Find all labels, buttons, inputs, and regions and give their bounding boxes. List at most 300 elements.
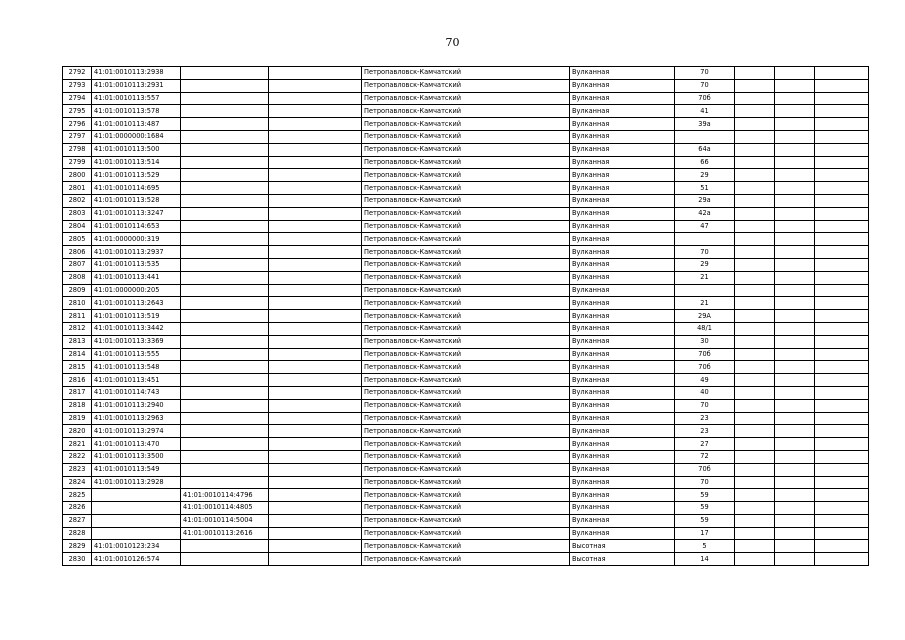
street-cell: Вулканная bbox=[570, 527, 675, 540]
house-number-cell: 59 bbox=[675, 514, 735, 527]
cadastral-number-cell: 41:01:0010113:470 bbox=[92, 438, 181, 451]
house-number-cell: 72 bbox=[675, 450, 735, 463]
table-row bbox=[63, 527, 869, 540]
street-cell: Вулканная bbox=[570, 450, 675, 463]
cadastral-number-alt-cell bbox=[181, 438, 269, 451]
empty-column-b-cell bbox=[775, 399, 815, 412]
empty-column-c-cell bbox=[815, 386, 869, 399]
empty-column-c-cell bbox=[815, 118, 869, 131]
empty-column-c-cell bbox=[815, 540, 869, 553]
cadastral-number-cell: 41:01:0000000:1684 bbox=[92, 130, 181, 143]
table-row bbox=[63, 233, 869, 246]
extra-column-cell bbox=[269, 233, 362, 246]
empty-column-c-cell bbox=[815, 194, 869, 207]
cadastral-number-cell: 41:01:0000000:205 bbox=[92, 284, 181, 297]
row-number-cell: 2794 bbox=[63, 92, 92, 105]
table-row bbox=[63, 425, 869, 438]
row-number-cell: 2799 bbox=[63, 156, 92, 169]
row-number-cell: 2801 bbox=[63, 182, 92, 195]
empty-column-a-cell bbox=[735, 143, 775, 156]
house-number-cell: 29а bbox=[675, 194, 735, 207]
empty-column-a-cell bbox=[735, 502, 775, 515]
empty-column-b-cell bbox=[775, 143, 815, 156]
street-cell: Вулканная bbox=[570, 476, 675, 489]
empty-column-c-cell bbox=[815, 220, 869, 233]
cadastral-number-cell: 41:01:0010113:3442 bbox=[92, 322, 181, 335]
street-cell: Вулканная bbox=[570, 348, 675, 361]
cadastral-number-alt-cell bbox=[181, 207, 269, 220]
empty-column-c-cell bbox=[815, 335, 869, 348]
empty-column-b-cell bbox=[775, 489, 815, 502]
table-row bbox=[63, 514, 869, 527]
house-number-cell: 23 bbox=[675, 425, 735, 438]
cadastral-number-alt-cell bbox=[181, 79, 269, 92]
empty-column-a-cell bbox=[735, 463, 775, 476]
table-row bbox=[63, 476, 869, 489]
city-cell: Петропавловск-Камчатский bbox=[362, 322, 570, 335]
house-number-cell: 59 bbox=[675, 489, 735, 502]
cadastral-number-cell: 41:01:0010114:743 bbox=[92, 386, 181, 399]
row-number-cell: 2823 bbox=[63, 463, 92, 476]
cadastral-number-alt-cell bbox=[181, 322, 269, 335]
row-number-cell: 2806 bbox=[63, 246, 92, 259]
city-cell: Петропавловск-Камчатский bbox=[362, 527, 570, 540]
empty-column-a-cell bbox=[735, 399, 775, 412]
empty-column-a-cell bbox=[735, 207, 775, 220]
cadastral-number-alt-cell bbox=[181, 476, 269, 489]
cadastral-number-cell: 41:01:0010113:487 bbox=[92, 118, 181, 131]
street-cell: Вулканная bbox=[570, 386, 675, 399]
cadastral-number-alt-cell bbox=[181, 220, 269, 233]
row-number-cell: 2821 bbox=[63, 438, 92, 451]
street-cell: Вулканная bbox=[570, 67, 675, 80]
cadastral-number-cell bbox=[92, 489, 181, 502]
city-cell: Петропавловск-Камчатский bbox=[362, 105, 570, 118]
empty-column-a-cell bbox=[735, 425, 775, 438]
empty-column-c-cell bbox=[815, 105, 869, 118]
street-cell: Вулканная bbox=[570, 374, 675, 387]
house-number-cell: 70б bbox=[675, 92, 735, 105]
empty-column-c-cell bbox=[815, 258, 869, 271]
table-row bbox=[63, 143, 869, 156]
cadastral-number-cell bbox=[92, 527, 181, 540]
city-cell: Петропавловск-Камчатский bbox=[362, 194, 570, 207]
extra-column-cell bbox=[269, 220, 362, 233]
table-row bbox=[63, 130, 869, 143]
empty-column-a-cell bbox=[735, 156, 775, 169]
city-cell: Петропавловск-Камчатский bbox=[362, 399, 570, 412]
city-cell: Петропавловск-Камчатский bbox=[362, 207, 570, 220]
city-cell: Петропавловск-Камчатский bbox=[362, 284, 570, 297]
table-row bbox=[63, 169, 869, 182]
street-cell: Вулканная bbox=[570, 399, 675, 412]
row-number-cell: 2827 bbox=[63, 514, 92, 527]
cadastral-number-alt-cell bbox=[181, 105, 269, 118]
empty-column-a-cell bbox=[735, 514, 775, 527]
empty-column-c-cell bbox=[815, 412, 869, 425]
city-cell: Петропавловск-Камчатский bbox=[362, 553, 570, 566]
extra-column-cell bbox=[269, 374, 362, 387]
extra-column-cell bbox=[269, 463, 362, 476]
extra-column-cell bbox=[269, 67, 362, 80]
street-cell: Вулканная bbox=[570, 92, 675, 105]
city-cell: Петропавловск-Камчатский bbox=[362, 348, 570, 361]
row-number-cell: 2809 bbox=[63, 284, 92, 297]
empty-column-a-cell bbox=[735, 540, 775, 553]
empty-column-b-cell bbox=[775, 246, 815, 259]
street-cell: Вулканная bbox=[570, 143, 675, 156]
city-cell: Петропавловск-Камчатский bbox=[362, 310, 570, 323]
empty-column-c-cell bbox=[815, 489, 869, 502]
empty-column-b-cell bbox=[775, 412, 815, 425]
empty-column-c-cell bbox=[815, 169, 869, 182]
city-cell: Петропавловск-Камчатский bbox=[362, 425, 570, 438]
row-number-cell: 2810 bbox=[63, 297, 92, 310]
empty-column-a-cell bbox=[735, 348, 775, 361]
extra-column-cell bbox=[269, 207, 362, 220]
empty-column-b-cell bbox=[775, 425, 815, 438]
row-number-cell: 2816 bbox=[63, 374, 92, 387]
extra-column-cell bbox=[269, 502, 362, 515]
row-number-cell: 2812 bbox=[63, 322, 92, 335]
street-cell: Вулканная bbox=[570, 271, 675, 284]
empty-column-b-cell bbox=[775, 92, 815, 105]
table-row bbox=[63, 540, 869, 553]
empty-column-c-cell bbox=[815, 450, 869, 463]
extra-column-cell bbox=[269, 182, 362, 195]
row-number-cell: 2792 bbox=[63, 67, 92, 80]
street-cell: Вулканная bbox=[570, 489, 675, 502]
cadastral-number-alt-cell bbox=[181, 233, 269, 246]
city-cell: Петропавловск-Камчатский bbox=[362, 386, 570, 399]
table-row bbox=[63, 310, 869, 323]
empty-column-b-cell bbox=[775, 438, 815, 451]
empty-column-c-cell bbox=[815, 374, 869, 387]
empty-column-c-cell bbox=[815, 156, 869, 169]
empty-column-b-cell bbox=[775, 207, 815, 220]
cadastral-number-cell: 41:01:0010113:557 bbox=[92, 92, 181, 105]
row-number-cell: 2795 bbox=[63, 105, 92, 118]
row-number-cell: 2796 bbox=[63, 118, 92, 131]
cadastral-number-cell: 41:01:0010113:500 bbox=[92, 143, 181, 156]
cadastral-number-cell: 41:01:0010113:441 bbox=[92, 271, 181, 284]
cadastral-number-alt-cell bbox=[181, 246, 269, 259]
house-number-cell bbox=[675, 284, 735, 297]
empty-column-b-cell bbox=[775, 271, 815, 284]
street-cell: Вулканная bbox=[570, 335, 675, 348]
empty-column-a-cell bbox=[735, 79, 775, 92]
city-cell: Петропавловск-Камчатский bbox=[362, 258, 570, 271]
empty-column-c-cell bbox=[815, 79, 869, 92]
house-number-cell: 70 bbox=[675, 399, 735, 412]
house-number-cell: 29 bbox=[675, 169, 735, 182]
cadastral-number-cell: 41:01:0010113:451 bbox=[92, 374, 181, 387]
table-row bbox=[63, 156, 869, 169]
cadastral-number-cell: 41:01:0010126:574 bbox=[92, 553, 181, 566]
city-cell: Петропавловск-Камчатский bbox=[362, 169, 570, 182]
city-cell: Петропавловск-Камчатский bbox=[362, 92, 570, 105]
empty-column-c-cell bbox=[815, 553, 869, 566]
empty-column-c-cell bbox=[815, 246, 869, 259]
extra-column-cell bbox=[269, 118, 362, 131]
extra-column-cell bbox=[269, 194, 362, 207]
empty-column-b-cell bbox=[775, 130, 815, 143]
empty-column-a-cell bbox=[735, 450, 775, 463]
cadastral-number-alt-cell bbox=[181, 271, 269, 284]
street-cell: Вулканная bbox=[570, 220, 675, 233]
empty-column-a-cell bbox=[735, 233, 775, 246]
cadastral-number-cell: 41:01:0010113:2928 bbox=[92, 476, 181, 489]
extra-column-cell bbox=[269, 335, 362, 348]
house-number-cell: 27 bbox=[675, 438, 735, 451]
row-number-cell: 2805 bbox=[63, 233, 92, 246]
street-cell: Вулканная bbox=[570, 425, 675, 438]
empty-column-a-cell bbox=[735, 361, 775, 374]
empty-column-b-cell bbox=[775, 386, 815, 399]
street-cell: Вулканная bbox=[570, 130, 675, 143]
row-number-cell: 2825 bbox=[63, 489, 92, 502]
empty-column-b-cell bbox=[775, 361, 815, 374]
empty-column-b-cell bbox=[775, 220, 815, 233]
empty-column-a-cell bbox=[735, 182, 775, 195]
cadastral-number-alt-cell bbox=[181, 130, 269, 143]
table-row bbox=[63, 67, 869, 80]
table-row bbox=[63, 374, 869, 387]
cadastral-number-alt-cell bbox=[181, 553, 269, 566]
row-number-cell: 2793 bbox=[63, 79, 92, 92]
extra-column-cell bbox=[269, 143, 362, 156]
row-number-cell: 2818 bbox=[63, 399, 92, 412]
cadastral-number-alt-cell bbox=[181, 412, 269, 425]
table-row bbox=[63, 489, 869, 502]
empty-column-c-cell bbox=[815, 438, 869, 451]
table-row bbox=[63, 182, 869, 195]
extra-column-cell bbox=[269, 361, 362, 374]
cadastral-number-cell: 41:01:0000000:319 bbox=[92, 233, 181, 246]
house-number-cell: 30 bbox=[675, 335, 735, 348]
city-cell: Петропавловск-Камчатский bbox=[362, 438, 570, 451]
row-number-cell: 2803 bbox=[63, 207, 92, 220]
empty-column-a-cell bbox=[735, 118, 775, 131]
city-cell: Петропавловск-Камчатский bbox=[362, 246, 570, 259]
table-row bbox=[63, 399, 869, 412]
house-number-cell: 70б bbox=[675, 361, 735, 374]
city-cell: Петропавловск-Камчатский bbox=[362, 118, 570, 131]
extra-column-cell bbox=[269, 130, 362, 143]
empty-column-c-cell bbox=[815, 182, 869, 195]
cadastral-number-alt-cell bbox=[181, 284, 269, 297]
empty-column-a-cell bbox=[735, 322, 775, 335]
cadastral-number-cell: 41:01:0010113:3247 bbox=[92, 207, 181, 220]
empty-column-b-cell bbox=[775, 284, 815, 297]
house-number-cell: 42а bbox=[675, 207, 735, 220]
cadastral-number-cell: 41:01:0010113:3369 bbox=[92, 335, 181, 348]
house-number-cell: 29А bbox=[675, 310, 735, 323]
empty-column-b-cell bbox=[775, 322, 815, 335]
empty-column-c-cell bbox=[815, 92, 869, 105]
cadastral-number-alt-cell bbox=[181, 348, 269, 361]
street-cell: Высотная bbox=[570, 540, 675, 553]
cadastral-number-alt-cell bbox=[181, 169, 269, 182]
city-cell: Петропавловск-Камчатский bbox=[362, 143, 570, 156]
extra-column-cell bbox=[269, 438, 362, 451]
table-row bbox=[63, 207, 869, 220]
table-row bbox=[63, 438, 869, 451]
empty-column-a-cell bbox=[735, 412, 775, 425]
house-number-cell: 48/1 bbox=[675, 322, 735, 335]
street-cell: Вулканная bbox=[570, 284, 675, 297]
house-number-cell: 70б bbox=[675, 348, 735, 361]
row-number-cell: 2800 bbox=[63, 169, 92, 182]
row-number-cell: 2829 bbox=[63, 540, 92, 553]
empty-column-a-cell bbox=[735, 169, 775, 182]
empty-column-b-cell bbox=[775, 182, 815, 195]
row-number-cell: 2817 bbox=[63, 386, 92, 399]
street-cell: Вулканная bbox=[570, 233, 675, 246]
row-number-cell: 2804 bbox=[63, 220, 92, 233]
house-number-cell: 66 bbox=[675, 156, 735, 169]
empty-column-a-cell bbox=[735, 67, 775, 80]
row-number-cell: 2820 bbox=[63, 425, 92, 438]
empty-column-b-cell bbox=[775, 169, 815, 182]
cadastral-number-alt-cell bbox=[181, 297, 269, 310]
row-number-cell: 2815 bbox=[63, 361, 92, 374]
extra-column-cell bbox=[269, 553, 362, 566]
empty-column-a-cell bbox=[735, 489, 775, 502]
empty-column-b-cell bbox=[775, 156, 815, 169]
house-number-cell: 70 bbox=[675, 79, 735, 92]
empty-column-a-cell bbox=[735, 220, 775, 233]
empty-column-b-cell bbox=[775, 118, 815, 131]
row-number-cell: 2822 bbox=[63, 450, 92, 463]
street-cell: Вулканная bbox=[570, 502, 675, 515]
empty-column-b-cell bbox=[775, 348, 815, 361]
empty-column-c-cell bbox=[815, 130, 869, 143]
empty-column-a-cell bbox=[735, 246, 775, 259]
cadastral-number-cell: 41:01:0010113:514 bbox=[92, 156, 181, 169]
table-row bbox=[63, 412, 869, 425]
empty-column-b-cell bbox=[775, 67, 815, 80]
street-cell: Вулканная bbox=[570, 194, 675, 207]
house-number-cell: 64а bbox=[675, 143, 735, 156]
extra-column-cell bbox=[269, 527, 362, 540]
cadastral-number-cell: 41:01:0010113:548 bbox=[92, 361, 181, 374]
table-row bbox=[63, 553, 869, 566]
cadastral-number-alt-cell bbox=[181, 92, 269, 105]
house-number-cell: 29 bbox=[675, 258, 735, 271]
city-cell: Петропавловск-Камчатский bbox=[362, 271, 570, 284]
cadastral-number-cell bbox=[92, 502, 181, 515]
cadastral-number-alt-cell bbox=[181, 143, 269, 156]
extra-column-cell bbox=[269, 514, 362, 527]
cadastral-number-cell: 41:01:0010113:555 bbox=[92, 348, 181, 361]
cadastral-number-alt-cell bbox=[181, 118, 269, 131]
row-number-cell: 2808 bbox=[63, 271, 92, 284]
cadastral-number-cell: 41:01:0010114:695 bbox=[92, 182, 181, 195]
empty-column-b-cell bbox=[775, 335, 815, 348]
row-number-cell: 2798 bbox=[63, 143, 92, 156]
extra-column-cell bbox=[269, 297, 362, 310]
city-cell: Петропавловск-Камчатский bbox=[362, 450, 570, 463]
house-number-cell: 51 bbox=[675, 182, 735, 195]
empty-column-c-cell bbox=[815, 310, 869, 323]
cadastral-number-cell: 41:01:0010113:528 bbox=[92, 194, 181, 207]
cadastral-number-cell: 41:01:0010113:2643 bbox=[92, 297, 181, 310]
table-row bbox=[63, 322, 869, 335]
cadastral-number-alt-cell bbox=[181, 450, 269, 463]
house-number-cell bbox=[675, 130, 735, 143]
cadastral-number-alt-cell bbox=[181, 361, 269, 374]
empty-column-b-cell bbox=[775, 258, 815, 271]
street-cell: Вулканная bbox=[570, 438, 675, 451]
empty-column-c-cell bbox=[815, 463, 869, 476]
extra-column-cell bbox=[269, 246, 362, 259]
row-number-cell: 2828 bbox=[63, 527, 92, 540]
extra-column-cell bbox=[269, 425, 362, 438]
city-cell: Петропавловск-Камчатский bbox=[362, 182, 570, 195]
empty-column-a-cell bbox=[735, 476, 775, 489]
empty-column-c-cell bbox=[815, 207, 869, 220]
row-number-cell: 2807 bbox=[63, 258, 92, 271]
extra-column-cell bbox=[269, 399, 362, 412]
cadastral-number-alt-cell bbox=[181, 374, 269, 387]
empty-column-a-cell bbox=[735, 297, 775, 310]
house-number-cell: 21 bbox=[675, 297, 735, 310]
row-number-cell: 2826 bbox=[63, 502, 92, 515]
extra-column-cell bbox=[269, 540, 362, 553]
empty-column-b-cell bbox=[775, 527, 815, 540]
empty-column-c-cell bbox=[815, 348, 869, 361]
empty-column-c-cell bbox=[815, 514, 869, 527]
empty-column-a-cell bbox=[735, 284, 775, 297]
empty-column-a-cell bbox=[735, 105, 775, 118]
extra-column-cell bbox=[269, 92, 362, 105]
city-cell: Петропавловск-Камчатский bbox=[362, 233, 570, 246]
table-row bbox=[63, 258, 869, 271]
table-row bbox=[63, 105, 869, 118]
house-number-cell: 49 bbox=[675, 374, 735, 387]
extra-column-cell bbox=[269, 169, 362, 182]
row-number-cell: 2797 bbox=[63, 130, 92, 143]
house-number-cell: 41 bbox=[675, 105, 735, 118]
street-cell: Вулканная bbox=[570, 514, 675, 527]
street-cell: Вулканная bbox=[570, 297, 675, 310]
empty-column-b-cell bbox=[775, 553, 815, 566]
cadastral-number-cell: 41:01:0010113:549 bbox=[92, 463, 181, 476]
row-number-cell: 2802 bbox=[63, 194, 92, 207]
street-cell: Вулканная bbox=[570, 118, 675, 131]
empty-column-a-cell bbox=[735, 258, 775, 271]
empty-column-a-cell bbox=[735, 527, 775, 540]
city-cell: Петропавловск-Камчатский bbox=[362, 361, 570, 374]
empty-column-b-cell bbox=[775, 233, 815, 246]
cadastral-number-cell: 41:01:0010123:234 bbox=[92, 540, 181, 553]
row-number-cell: 2824 bbox=[63, 476, 92, 489]
cadastral-number-alt-cell bbox=[181, 67, 269, 80]
cadastral-number-cell: 41:01:0010113:2963 bbox=[92, 412, 181, 425]
city-cell: Петропавловск-Камчатский bbox=[362, 514, 570, 527]
extra-column-cell bbox=[269, 105, 362, 118]
house-number-cell: 70 bbox=[675, 67, 735, 80]
registry-table-body bbox=[63, 67, 869, 566]
extra-column-cell bbox=[269, 258, 362, 271]
table-row bbox=[63, 361, 869, 374]
cadastral-number-alt-cell bbox=[181, 194, 269, 207]
cadastral-number-alt-cell bbox=[181, 182, 269, 195]
cadastral-number-cell: 41:01:0010113:2940 bbox=[92, 399, 181, 412]
empty-column-c-cell bbox=[815, 284, 869, 297]
empty-column-a-cell bbox=[735, 438, 775, 451]
